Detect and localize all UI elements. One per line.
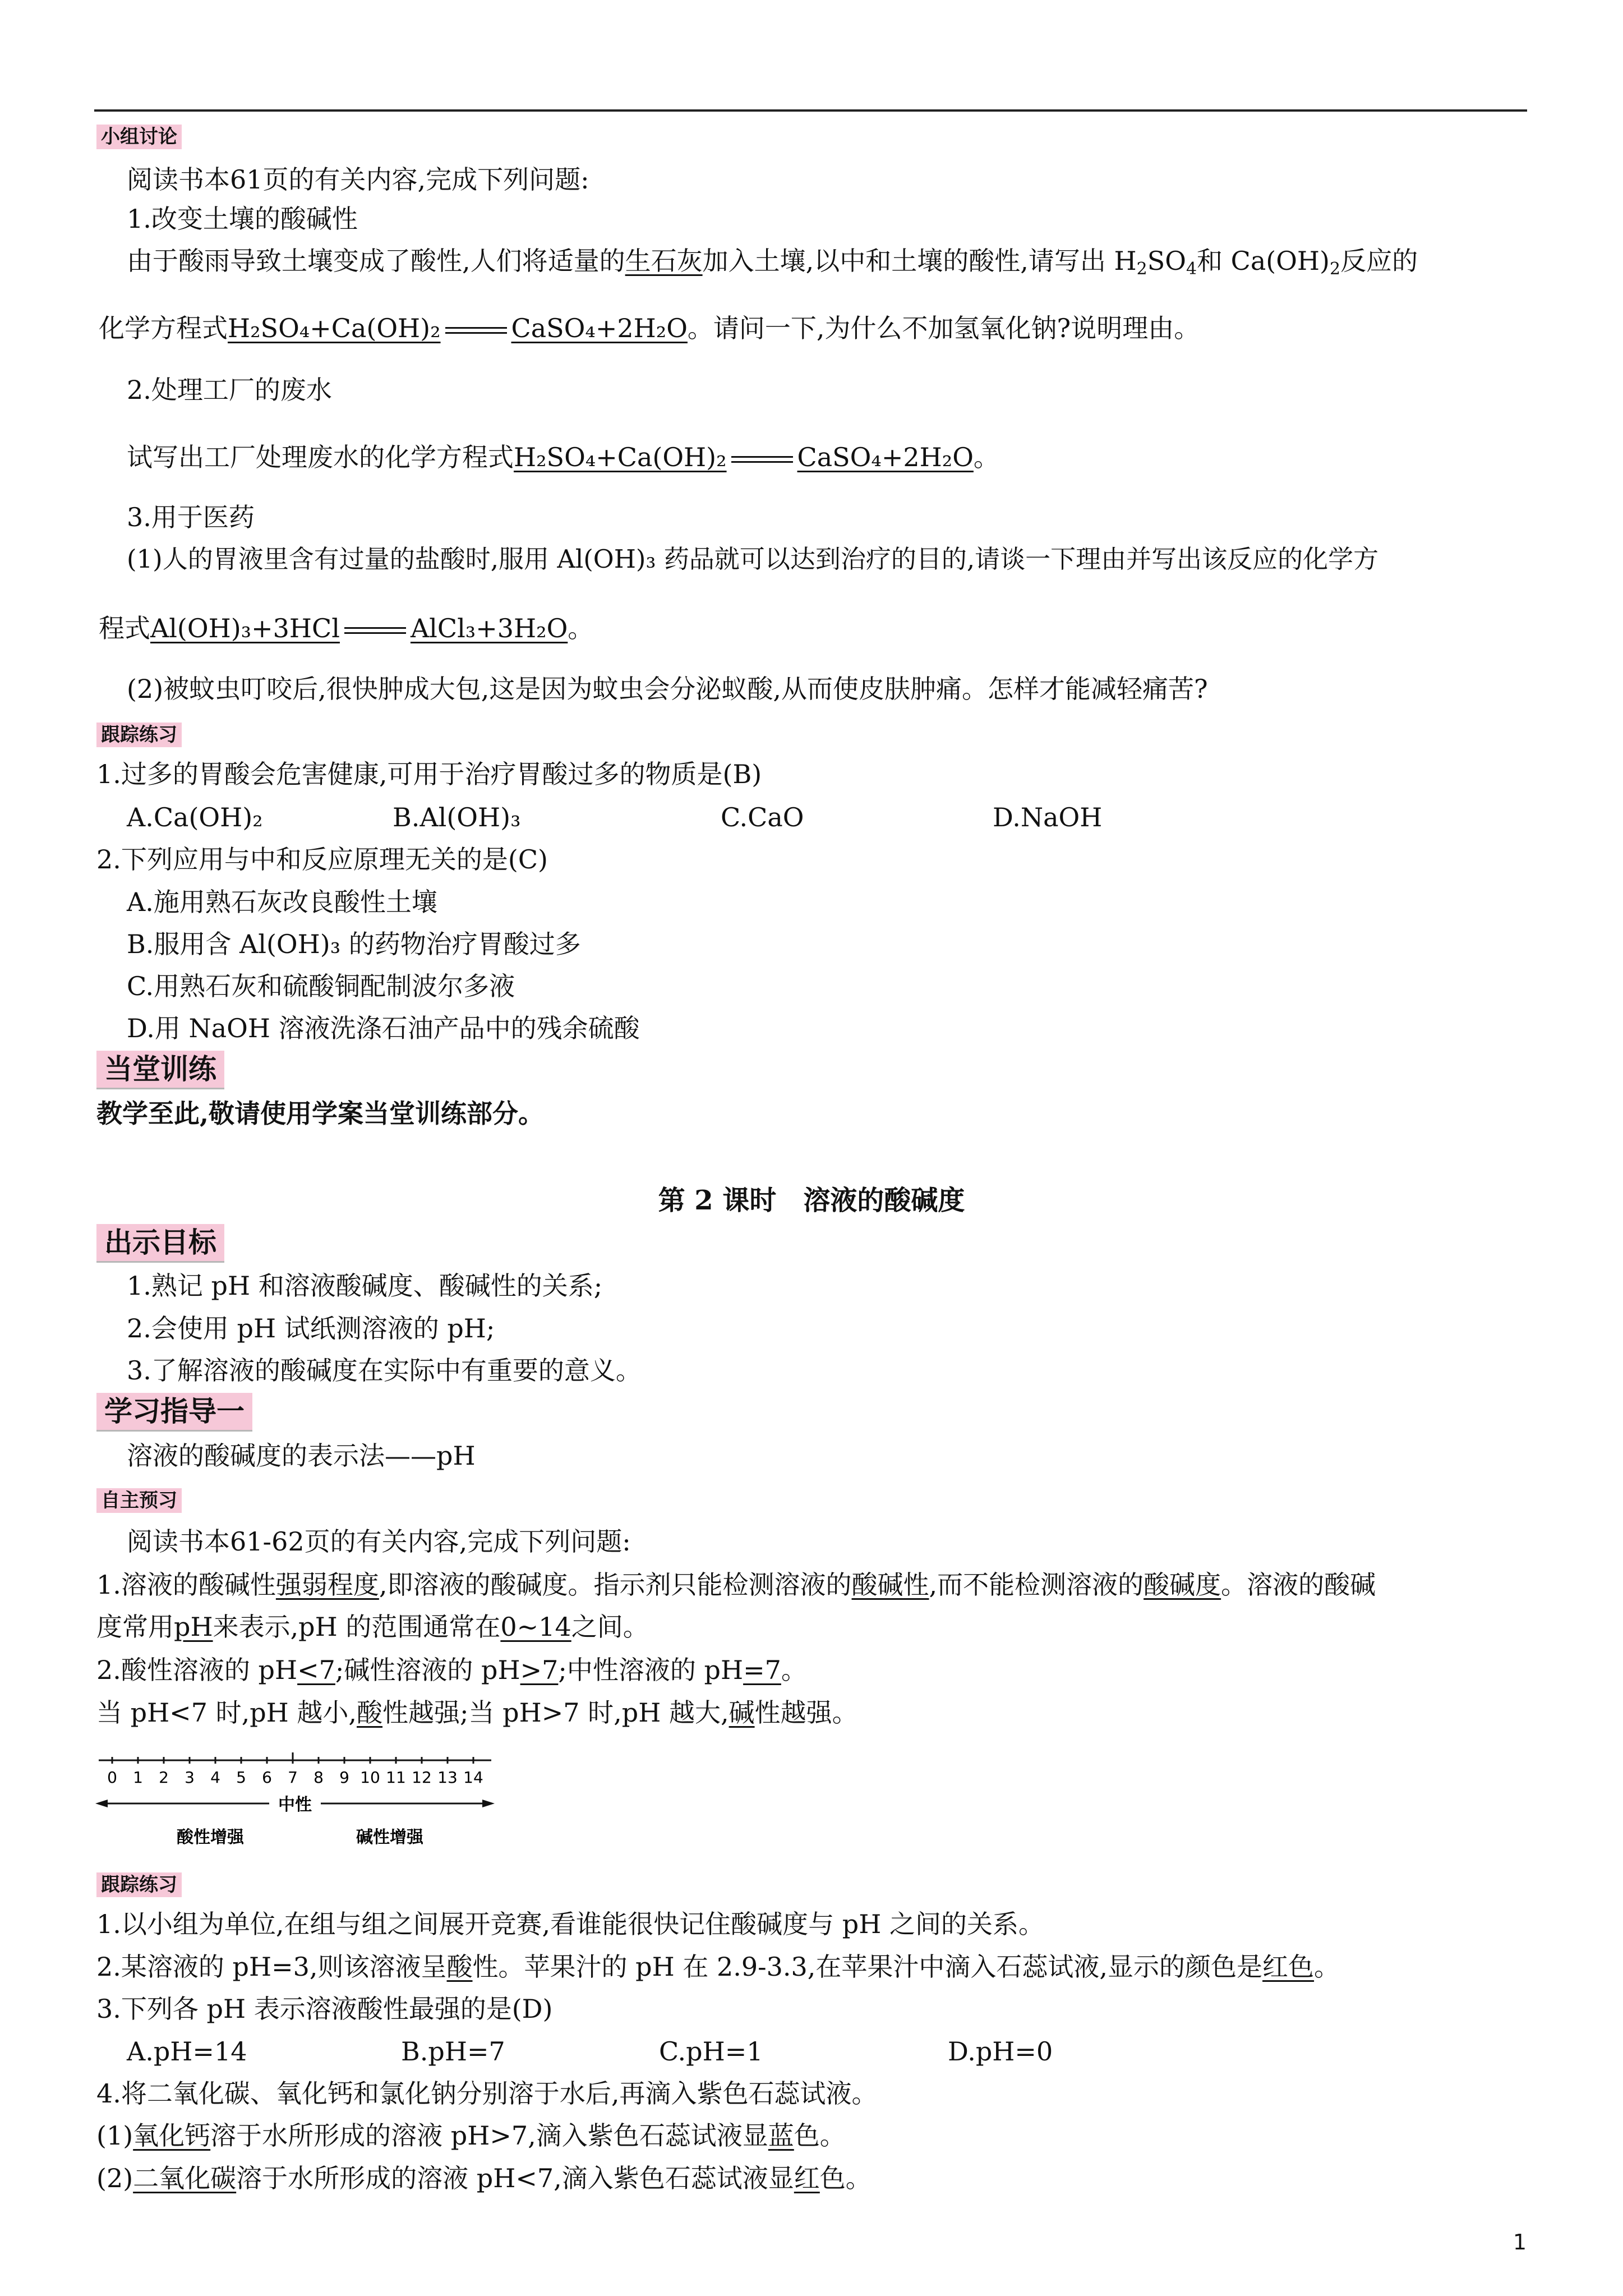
section-tag-goals: 出示目标 bbox=[96, 1224, 224, 1263]
discussion-intro: 阅读书本61页的有关内容,完成下列问题: bbox=[127, 164, 589, 195]
q1-answer: 生石灰 bbox=[625, 246, 703, 276]
scale-tick-label: 13 bbox=[437, 1768, 458, 1787]
answer: 红色 bbox=[1262, 1952, 1315, 1982]
practice2-q3-option-c: C.pH=1 bbox=[659, 2036, 763, 2067]
practice2-q4-2 bbox=[96, 2161, 872, 2195]
text: 溶于水所形成的溶液 pH<7,滴入紫色石蕊试液显 bbox=[236, 2163, 794, 2193]
answer: >7 bbox=[520, 1655, 559, 1685]
section-tag-practice: 跟踪练习 bbox=[96, 723, 182, 747]
practice2-q3: 3.下列各 pH 表示溶液酸性最强的是(D) bbox=[96, 1994, 553, 2024]
scale-base-label: 碱性增强 bbox=[356, 1828, 423, 1847]
q3-1-prefix: 程式 bbox=[99, 613, 150, 643]
answer: <7 bbox=[297, 1655, 335, 1685]
text: 度常用 bbox=[96, 1612, 174, 1642]
scale-tick-label: 12 bbox=[412, 1768, 432, 1787]
discussion-q3-2: (2)被蚊虫叮咬后,很快肿成大包,这是因为蚊虫会分泌蚁酸,从而使皮肤肿痛。怎样才能减轻痛苦? bbox=[127, 674, 1208, 704]
scale-ticks bbox=[112, 1752, 473, 1764]
q3-1-end: 。 bbox=[568, 613, 594, 643]
answer: 强弱程度 bbox=[275, 1570, 379, 1600]
q1-text-d: 和 Ca(OH) bbox=[1197, 246, 1330, 276]
equals-sign bbox=[344, 624, 406, 637]
practice2-q3-option-a: A.pH=14 bbox=[127, 2036, 247, 2067]
selfstudy-intro: 阅读书本61-62页的有关内容,完成下列问题: bbox=[127, 1526, 631, 1557]
text: 溶于水所形成的溶液 pH>7,滴入紫色石蕊试液显 bbox=[210, 2120, 768, 2151]
selfstudy-line-1 bbox=[96, 1568, 1376, 1602]
answer: 酸 bbox=[446, 1952, 473, 1982]
text: (1) bbox=[96, 2120, 133, 2151]
practice1-q2-option-c: C.用熟石灰和硫酸铜配制波尔多液 bbox=[127, 971, 515, 1001]
practice2-q3-option-b: B.pH=7 bbox=[401, 2036, 505, 2067]
discussion-q3-1-equation bbox=[99, 611, 593, 645]
text: 。溶液的酸碱 bbox=[1221, 1570, 1376, 1600]
q3-1-eq-right: AlCl₃+3H₂O bbox=[410, 613, 568, 643]
scale-tick-label: 0 bbox=[107, 1768, 117, 1787]
answer: 红 bbox=[794, 2163, 820, 2193]
q1-text-e: 反应的 bbox=[1340, 246, 1418, 276]
answer: 二氧化碳 bbox=[133, 2163, 237, 2193]
practice1-q2-option-b: B.服用含 Al(OH)₃ 的药物治疗胃酸过多 bbox=[127, 929, 581, 959]
scale-tick-labels bbox=[107, 1768, 483, 1787]
text: 来表示,pH 的范围通常在 bbox=[213, 1612, 501, 1642]
section-tag-guide: 学习指导一 bbox=[96, 1393, 252, 1432]
q1-eq-suffix: 。请问一下,为什么不加氢氧化钠?说明理由。 bbox=[687, 313, 1200, 343]
text: 。 bbox=[781, 1655, 807, 1685]
training-text: 教学至此,敬请使用学案当堂训练部分。 bbox=[96, 1098, 545, 1129]
right-arrow-icon bbox=[482, 1800, 495, 1807]
q1-text-c: SO bbox=[1147, 246, 1186, 276]
equals-sign bbox=[445, 324, 507, 337]
answer: 蓝 bbox=[768, 2120, 794, 2151]
answer: =7 bbox=[743, 1655, 781, 1685]
answer: 氧化钙 bbox=[133, 2120, 211, 2151]
practice2-q3-option-d: D.pH=0 bbox=[948, 2036, 1053, 2067]
goal-3: 3.了解溶液的酸碱度在实际中有重要的意义。 bbox=[127, 1355, 642, 1386]
practice1-q1-option-a: A.Ca(OH)₂ bbox=[127, 802, 263, 832]
text: ,而不能检测溶液的 bbox=[929, 1570, 1144, 1600]
text: ,即溶液的酸碱度。指示剂只能检测溶液的 bbox=[379, 1570, 852, 1600]
answer: pH bbox=[174, 1612, 213, 1642]
scale-tick-label: 7 bbox=[288, 1768, 298, 1787]
goal-2: 2.会使用 pH 试纸测溶液的 pH; bbox=[127, 1313, 495, 1343]
q1-text-b: 加入土壤,以中和土壤的酸性,请写出 H bbox=[702, 246, 1137, 276]
left-arrow-icon bbox=[95, 1800, 108, 1807]
practice1-q1-option-b: B.Al(OH)₃ bbox=[393, 802, 521, 832]
discussion-q1-text: 由于酸雨导致土壤变成了酸性,人们将适量的生石灰加入土壤,以中和土壤的酸性,请写出 $H_2SO_4$和 $Ca(OH)_2$反应的 bbox=[127, 246, 1418, 279]
scale-tick-label: 3 bbox=[185, 1768, 195, 1787]
practice1-q1-option-c: C.CaO bbox=[721, 802, 804, 832]
practice2-q2 bbox=[96, 1950, 1340, 1984]
text: 2.某溶液的 pH=3,则该溶液呈 bbox=[96, 1952, 447, 1982]
answer: 碱 bbox=[728, 1697, 755, 1728]
goal-1: 1.熟记 pH 和溶液酸碱度、酸碱性的关系; bbox=[127, 1271, 603, 1301]
practice1-q1-option-d: D.NaOH bbox=[993, 802, 1103, 832]
text: ;碱性溶液的 pH bbox=[335, 1655, 520, 1685]
practice2-q1: 1.以小组为单位,在组与组之间展开竞赛,看谁能很快记住酸碱度与 pH 之间的关系。 bbox=[96, 1909, 1044, 1939]
practice1-q2: 2.下列应用与中和反应原理无关的是(C) bbox=[96, 844, 548, 875]
text: 性。苹果汁的 pH 在 2.9-3.3,在苹果汁中滴入石蕊试液,显示的颜色是 bbox=[472, 1952, 1263, 1982]
q1-eq-prefix: 化学方程式 bbox=[99, 313, 228, 343]
scale-tick-label: 14 bbox=[463, 1768, 483, 1787]
text: 性越强;当 pH>7 时,pH 越大, bbox=[382, 1697, 729, 1728]
scale-neutral-label: 中性 bbox=[278, 1795, 312, 1815]
text: 性越强。 bbox=[754, 1697, 858, 1728]
discussion-q1-title: 1.改变土壤的酸碱性 bbox=[127, 204, 358, 234]
selfstudy-line-2 bbox=[96, 1610, 649, 1644]
text: 2.酸性溶液的 pH bbox=[96, 1655, 298, 1685]
text: 当 pH<7 时,pH 越小, bbox=[96, 1697, 357, 1728]
q1-eq-left: H₂SO₄+Ca(OH)₂ bbox=[228, 313, 441, 343]
selfstudy-line-4 bbox=[96, 1696, 858, 1729]
discussion-q3-1: (1)人的胃液里含有过量的盐酸时,服用 Al(OH)₃ 药品就可以达到治疗的目的,请谈一下理由并写出该反应的化学方 bbox=[127, 544, 1379, 574]
scale-tick-label: 10 bbox=[360, 1768, 380, 1787]
practice1-q2-option-a: A.施用熟石灰改良酸性土壤 bbox=[127, 887, 437, 917]
discussion-q3-title: 3.用于医药 bbox=[127, 502, 255, 532]
practice2-q4: 4.将二氧化碳、氧化钙和氯化钠分别溶于水后,再滴入紫色石蕊试液。 bbox=[96, 2078, 878, 2109]
scale-tick-label: 2 bbox=[159, 1768, 169, 1787]
q2-text: 试写出工厂处理废水的化学方程式 bbox=[127, 442, 514, 472]
page-number: 1 bbox=[1513, 2230, 1527, 2254]
scale-tick-label: 4 bbox=[210, 1768, 220, 1787]
text: 。 bbox=[1314, 1952, 1340, 1982]
text: 1.溶液的酸碱性 bbox=[96, 1570, 276, 1600]
ph-scale-diagram bbox=[95, 1750, 499, 1851]
lesson-title: 第 2 课时 溶液的酸碱度 bbox=[658, 1185, 965, 1216]
text: ;中性溶液的 pH bbox=[558, 1655, 744, 1685]
scale-tick-label: 11 bbox=[386, 1768, 406, 1787]
scale-acid-label: 酸性增强 bbox=[177, 1828, 244, 1847]
discussion-q2-title: 2.处理工厂的废水 bbox=[127, 375, 332, 405]
answer: 酸碱性 bbox=[851, 1570, 929, 1600]
text: 色。 bbox=[819, 2163, 872, 2193]
discussion-q2-equation bbox=[127, 440, 999, 474]
scale-tick-label: 5 bbox=[236, 1768, 246, 1787]
scale-tick-label: 6 bbox=[262, 1768, 272, 1787]
answer: 酸 bbox=[357, 1697, 383, 1728]
practice1-q1: 1.过多的胃酸会危害健康,可用于治疗胃酸过多的物质是(B) bbox=[96, 759, 762, 789]
q2-end: 。 bbox=[973, 442, 999, 472]
section-tag-selfstudy: 自主预习 bbox=[96, 1488, 182, 1513]
equals-sign bbox=[731, 453, 793, 466]
q2-eq-left: H₂SO₄+Ca(OH)₂ bbox=[514, 442, 727, 472]
section-tag-discussion: 小组讨论 bbox=[96, 125, 182, 149]
guide-text: 溶液的酸碱度的表示法——pH bbox=[127, 1441, 476, 1471]
text: 色。 bbox=[794, 2120, 846, 2151]
scale-tick-label: 1 bbox=[133, 1768, 143, 1787]
text: (2) bbox=[96, 2163, 133, 2193]
text: 之间。 bbox=[571, 1612, 649, 1642]
answer: 酸碱度 bbox=[1144, 1570, 1221, 1600]
section-tag-practice-2: 跟踪练习 bbox=[96, 1872, 182, 1897]
practice2-q4-1 bbox=[96, 2119, 846, 2152]
scale-tick-label: 8 bbox=[313, 1768, 324, 1787]
q3-1-eq-left: Al(OH)₃+3HCl bbox=[150, 613, 340, 643]
q1-eq-right: CaSO₄+2H₂O bbox=[511, 313, 688, 343]
discussion-q1-equation bbox=[99, 311, 1200, 345]
practice1-q2-option-d: D.用 NaOH 溶液洗涤石油产品中的残余硫酸 bbox=[127, 1013, 640, 1043]
q2-eq-right: CaSO₄+2H₂O bbox=[797, 442, 974, 472]
section-tag-class-training: 当堂训练 bbox=[96, 1051, 224, 1089]
top-rule bbox=[94, 109, 1527, 112]
q1-text-a: 由于酸雨导致土壤变成了酸性,人们将适量的 bbox=[127, 246, 625, 276]
selfstudy-line-3 bbox=[96, 1653, 807, 1687]
scale-tick-label: 9 bbox=[339, 1768, 349, 1787]
answer: 0~14 bbox=[500, 1612, 571, 1642]
